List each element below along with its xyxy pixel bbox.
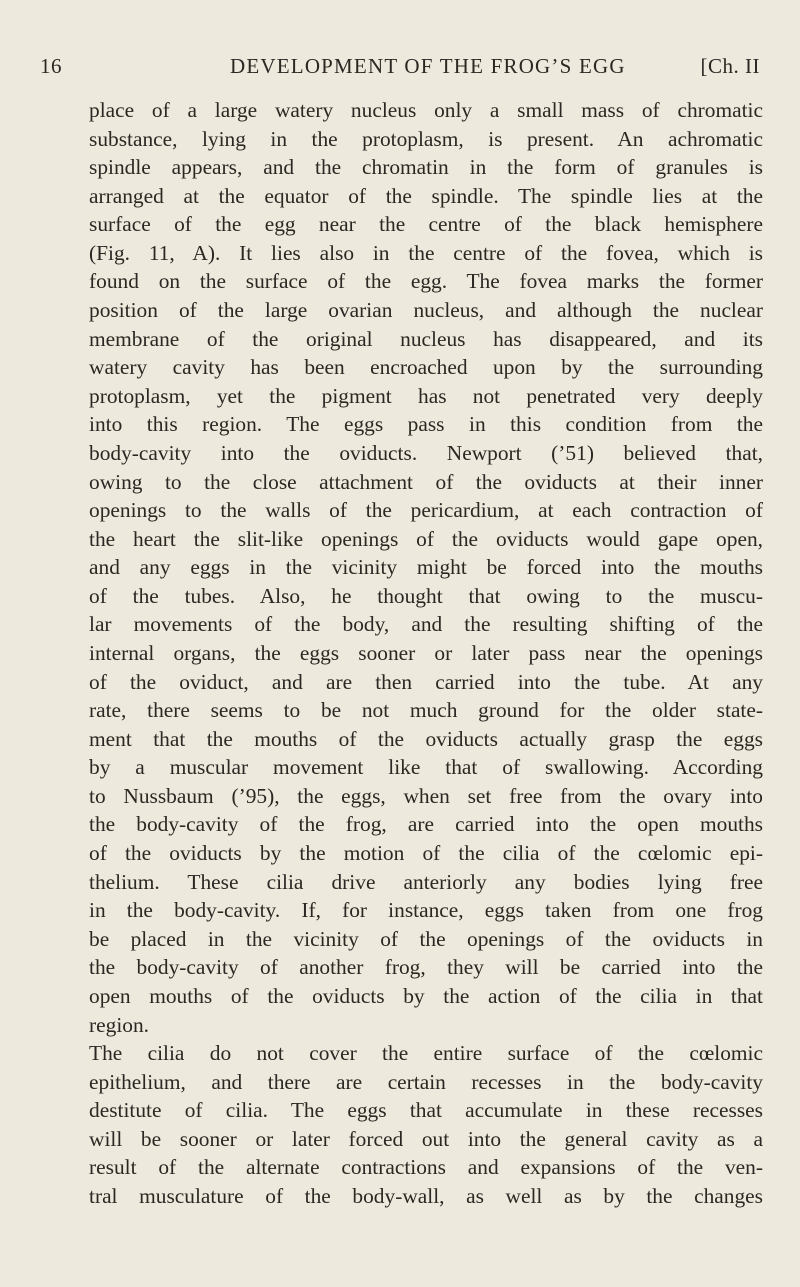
text-line: tral musculature of the body-wall, as well as by the changes — [89, 1183, 763, 1208]
text-line: spindle appears, and the chromatin in the form of granules is — [89, 155, 763, 180]
text-line: rate, there seems to be not much ground for the older state- — [89, 698, 763, 723]
text-line: be placed in the vicinity of the openings of the oviducts in — [89, 926, 763, 951]
text-line: in the body-cavity. If, for instance, eggs taken from one frog — [89, 898, 763, 923]
text-line: to Nussbaum (’95), the eggs, when set free from the ovary into — [89, 783, 763, 808]
text-line: the heart the slit-like openings of the oviducts would gape open, — [89, 526, 763, 551]
text-line: epithelium, and there are certain recesses in the body-cavity — [89, 1069, 763, 1094]
text-line: substance, lying in the protoplasm, is present. An achromatic — [89, 126, 763, 151]
text-line: protoplasm, yet the pigment has not penetrated very deeply — [89, 383, 763, 408]
text-line: of the oviduct, and are then carried into the tube. At any — [89, 669, 763, 694]
text-line: the body-cavity of the frog, are carried into the open mouths — [89, 812, 763, 837]
text-line: thelium. These cilia drive anteriorly any bodies lying free — [89, 869, 763, 894]
text-line: of the oviducts by the motion of the cilia of the cœlomic epi- — [89, 841, 763, 866]
text-line: region. — [89, 1012, 149, 1037]
text-line: will be sooner or later forced out into the general cavity as a — [89, 1126, 763, 1151]
chapter-reference: [Ch. II — [700, 54, 760, 78]
page-number: 16 — [40, 54, 62, 78]
text-line: internal organs, the eggs sooner or later pass near the openings — [89, 640, 763, 665]
text-line: position of the large ovarian nucleus, and although the nuclear — [89, 298, 763, 323]
text-line: The cilia do not cover the entire surface of the cœlomic — [89, 1041, 763, 1066]
running-head — [40, 54, 760, 88]
text-line: found on the surface of the egg. The fovea marks the former — [89, 269, 763, 294]
running-title: DEVELOPMENT OF THE FROG’S EGG — [230, 54, 626, 78]
text-line: surface of the egg near the centre of the black hemisphere — [89, 212, 763, 237]
text-line: open mouths of the oviducts by the action of the cilia in that — [89, 983, 763, 1008]
body-text — [89, 96, 763, 1211]
text-line: the body-cavity of another frog, they will be carried into the — [89, 955, 763, 980]
text-line: result of the alternate contractions and expansions of the ven- — [89, 1155, 763, 1180]
text-line: owing to the close attachment of the oviducts at their inner — [89, 469, 763, 494]
text-line: openings to the walls of the pericardium, at each contraction of — [89, 498, 763, 523]
text-line: lar movements of the body, and the resulting shifting of the — [89, 612, 763, 637]
text-line: ment that the mouths of the oviducts actually grasp the eggs — [89, 726, 763, 751]
text-line: arranged at the equator of the spindle. The spindle lies at the — [89, 183, 763, 208]
text-line: and any eggs in the vicinity might be forced into the mouths — [89, 555, 763, 580]
text-line: of the tubes. Also, he thought that owing to the muscu- — [89, 583, 763, 608]
text-line: (Fig. 11, A). It lies also in the centre of the fovea, which is — [89, 240, 763, 265]
text-line: destitute of cilia. The eggs that accumulate in these recesses — [89, 1098, 763, 1123]
text-line: body-cavity into the oviducts. Newport (’51) believed that, — [89, 440, 763, 465]
text-line: watery cavity has been encroached upon by the surrounding — [89, 355, 763, 380]
text-line: by a muscular movement like that of swallowing. According — [89, 755, 763, 780]
text-line: place of a large watery nucleus only a small mass of chromatic — [89, 98, 763, 122]
text-line: into this region. The eggs pass in this condition from the — [89, 412, 763, 437]
text-line: membrane of the original nucleus has disappeared, and its — [89, 326, 763, 351]
